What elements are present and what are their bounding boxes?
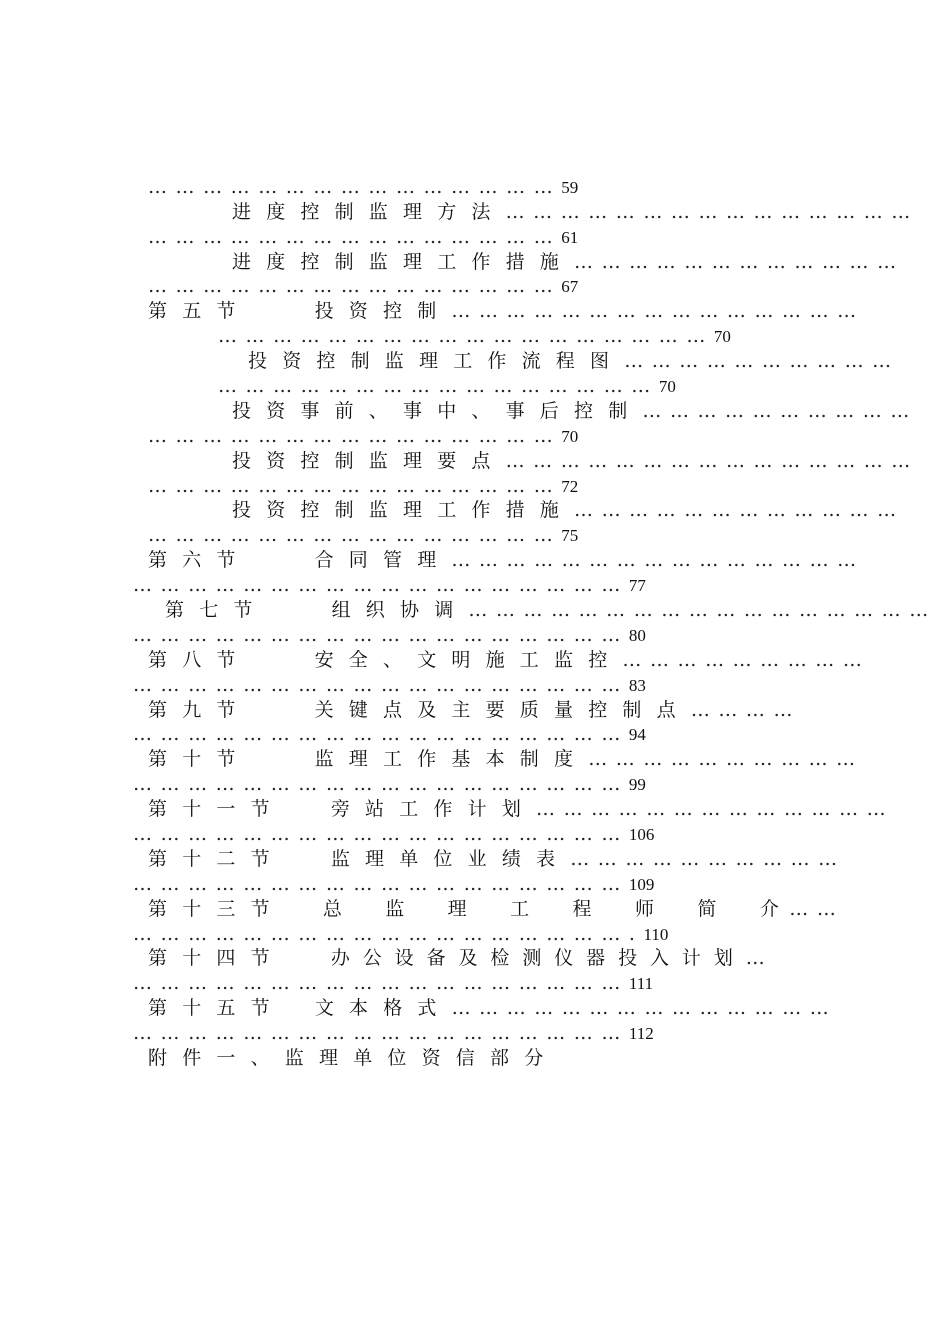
toc-continuation-line bbox=[133, 772, 646, 797]
toc-entry-title: 旁站工作计划 bbox=[330, 798, 537, 820]
leader-dots: … bbox=[745, 947, 774, 969]
page-number: 70 bbox=[561, 427, 579, 446]
leader-dots: ………………………………………… bbox=[218, 375, 659, 397]
toc-section-label: 第九节 bbox=[148, 699, 251, 721]
leader-dots: ……………………………………………… bbox=[133, 972, 629, 994]
page-number: 80 bbox=[628, 626, 646, 645]
page-number: 83 bbox=[628, 676, 646, 695]
leader-dots: ………………………………… bbox=[536, 798, 895, 820]
toc-section-label: 第十四节 bbox=[148, 947, 285, 969]
toc-section-entry[interactable] bbox=[148, 747, 864, 771]
leader-dots: ……………………… bbox=[622, 649, 871, 671]
toc-entry-title: 附件一、监理单位资信部分 bbox=[148, 1047, 559, 1069]
toc-entry[interactable] bbox=[232, 498, 905, 522]
toc-continuation-line bbox=[133, 722, 646, 747]
toc-entry-title: 安全、文明施工监控 bbox=[314, 649, 623, 671]
toc-entry-title: 投资控制监理工作流程图 bbox=[248, 350, 625, 372]
leader-dots: ……………………………………………… bbox=[133, 574, 629, 596]
page-number: 106 bbox=[628, 825, 655, 844]
toc-section-entry[interactable] bbox=[165, 598, 937, 622]
toc-section-label: 第十一节 bbox=[148, 798, 285, 820]
toc-entry[interactable] bbox=[232, 449, 919, 473]
toc-continuation-line bbox=[148, 225, 578, 250]
toc-continuation-line bbox=[148, 474, 578, 499]
toc-continuation-line bbox=[133, 673, 646, 698]
toc-section-entry[interactable] bbox=[148, 299, 865, 323]
leader-dots: ……………………………………………… bbox=[133, 773, 629, 795]
toc-continuation-line bbox=[133, 922, 668, 947]
page-number: 75 bbox=[561, 526, 579, 545]
leader-dots: ……………………………… bbox=[574, 251, 905, 273]
leader-dots: …………………………………………… bbox=[468, 599, 937, 621]
leader-dots: ……………………………………… bbox=[148, 176, 562, 198]
toc-section-label: 第五节 bbox=[148, 300, 251, 322]
toc-entry-title: 投资控制 bbox=[314, 300, 452, 322]
page-number: 70 bbox=[658, 377, 676, 396]
toc-section-label: 第十三节 bbox=[148, 898, 285, 920]
toc-entry[interactable] bbox=[232, 399, 918, 423]
leader-dots: ……………………………………… bbox=[505, 201, 919, 223]
leader-dots: ……………………………………… bbox=[451, 300, 865, 322]
toc-continuation-line bbox=[148, 274, 578, 299]
leader-dots: ……………………………………………… bbox=[133, 674, 629, 696]
page-number: 72 bbox=[561, 477, 579, 496]
leader-dots: …………………………………… bbox=[451, 997, 838, 1019]
page-number: 70 bbox=[713, 327, 731, 346]
leader-dots: ………………………………………………. bbox=[133, 923, 644, 945]
toc-entry-title: 投资事前、事中、事后控制 bbox=[232, 400, 643, 422]
toc-continuation-line bbox=[133, 971, 653, 996]
toc-entry-title: 进度控制监理方法 bbox=[232, 201, 506, 223]
leader-dots: ……………………………………… bbox=[148, 524, 562, 546]
toc-section-entry[interactable] bbox=[148, 797, 894, 821]
toc-continuation-line bbox=[148, 523, 578, 548]
page-number: 112 bbox=[628, 1024, 654, 1043]
leader-dots: ……………………………………………… bbox=[133, 1022, 629, 1044]
page-number: 77 bbox=[628, 576, 646, 595]
toc-entry-title: 进度控制监理工作措施 bbox=[232, 251, 575, 273]
page-number: 99 bbox=[628, 775, 646, 794]
toc-entry-title: 办公设备及检测仪器投入计划 bbox=[330, 947, 746, 969]
leader-dots: ……………………………… bbox=[574, 499, 905, 521]
toc-continuation-line bbox=[148, 175, 578, 200]
toc-continuation-line bbox=[133, 573, 646, 598]
page-number: 94 bbox=[628, 725, 646, 744]
leader-dots: ……………………………………………… bbox=[133, 873, 629, 895]
toc-continuation-line bbox=[133, 623, 646, 648]
leader-dots: ……………………………………………… bbox=[218, 325, 714, 347]
toc-entry-title: 监理工作基本制度 bbox=[314, 748, 589, 770]
toc-continuation-line bbox=[218, 374, 676, 399]
page-number: 110 bbox=[643, 925, 669, 944]
leader-dots: ………………………… bbox=[570, 848, 846, 870]
leader-dots: …… bbox=[789, 898, 845, 920]
leader-dots: ……………………………………… bbox=[148, 425, 562, 447]
toc-section-entry[interactable] bbox=[148, 897, 844, 921]
toc-continuation-line bbox=[218, 324, 731, 349]
toc-entry[interactable] bbox=[232, 250, 905, 274]
toc-continuation-line bbox=[133, 872, 654, 897]
toc-section-entry[interactable] bbox=[148, 847, 846, 871]
page-number: 61 bbox=[561, 228, 579, 247]
toc-section-label: 第八节 bbox=[148, 649, 251, 671]
toc-entry[interactable] bbox=[232, 200, 919, 224]
toc-entry-title: 关键点及主要质量控制点 bbox=[314, 699, 691, 721]
toc-entry-title: 投资控制监理要点 bbox=[232, 450, 506, 472]
toc-section-label: 第七节 bbox=[165, 599, 268, 621]
leader-dots: ……………………………………… bbox=[148, 226, 562, 248]
toc-entry-title: 投资控制监理工作措施 bbox=[232, 499, 575, 521]
leader-dots: ………………………… bbox=[624, 350, 900, 372]
leader-dots: ……………………………………………… bbox=[133, 624, 629, 646]
toc-continuation-line bbox=[133, 822, 654, 847]
leader-dots: ……………………………………… bbox=[148, 275, 562, 297]
toc-entry[interactable] bbox=[248, 349, 900, 373]
toc-section-label: 第十五节 bbox=[148, 997, 285, 1019]
leader-dots: ……………………………………… bbox=[505, 450, 919, 472]
toc-continuation-line bbox=[148, 424, 578, 449]
toc-entry-title: 组织协调 bbox=[331, 599, 469, 621]
page-number: 67 bbox=[561, 277, 579, 296]
leader-dots: ……………………………………… bbox=[148, 475, 562, 497]
leader-dots: ………… bbox=[690, 699, 802, 721]
toc-section-entry[interactable] bbox=[148, 946, 773, 970]
toc-entry-title: 合同管理 bbox=[314, 549, 452, 571]
leader-dots: ……………………………………… bbox=[451, 549, 865, 571]
toc-entry[interactable] bbox=[148, 1046, 558, 1070]
page-number: 111 bbox=[628, 974, 654, 993]
toc-section-entry[interactable] bbox=[148, 996, 837, 1020]
toc-section-label: 第十节 bbox=[148, 748, 251, 770]
leader-dots: ……………………………………………… bbox=[133, 723, 629, 745]
toc-entry-title: 监理单位业绩表 bbox=[330, 848, 571, 870]
page-number: 109 bbox=[628, 875, 655, 894]
leader-dots: ……………………………………………… bbox=[133, 823, 629, 845]
toc-entry-title: 文本格式 bbox=[314, 997, 452, 1019]
leader-dots: ………………………… bbox=[588, 748, 864, 770]
toc-entry-title: 总 监 理 工 程 师 简 介 bbox=[322, 898, 790, 920]
page-number: 59 bbox=[561, 178, 579, 197]
toc-section-entry[interactable] bbox=[148, 548, 865, 572]
leader-dots: ………………………… bbox=[642, 400, 918, 422]
toc-section-entry[interactable] bbox=[148, 698, 801, 722]
toc-continuation-line bbox=[133, 1021, 654, 1046]
toc-section-label: 第十二节 bbox=[148, 848, 285, 870]
toc-section-entry[interactable] bbox=[148, 648, 870, 672]
toc-section-label: 第六节 bbox=[148, 549, 251, 571]
